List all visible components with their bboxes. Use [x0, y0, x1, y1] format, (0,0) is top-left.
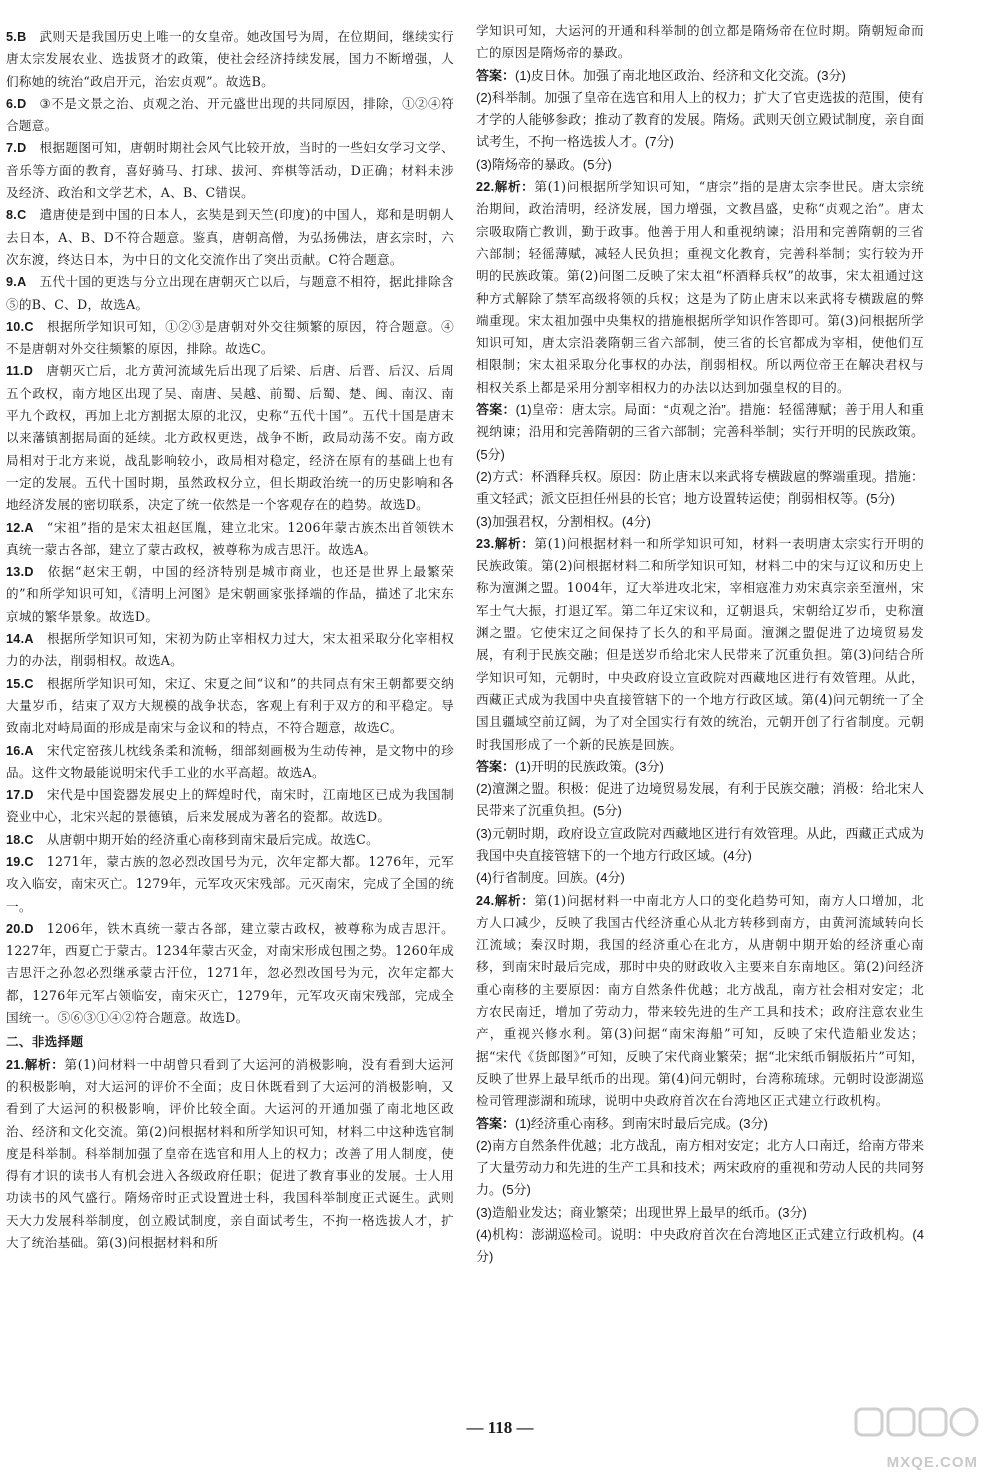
- choice-explanation: [6, 517, 454, 562]
- answer-line: (1)皇帝：唐太宗。局面：“贞观之治”。措施：轻徭薄赋；善于用人和重视纳谏；沿用和完善隋朝的三省六部制；完善科举制；实行开明的民族政策。(5分): [476, 402, 924, 462]
- analysis-text: 第(1)问根据所学知识可知，“唐宗”指的是唐太宗李世民。唐太宗统治期间，政治清明，经济发展，国力增强，文教昌盛，史称“贞观之治”。唐太宗吸取隋亡教训，勤于政事。他善于用人和重视纳谏；沿用和完善隋朝的三省六部制；轻徭薄赋，减轻人民负担；重视文化教育，完善科举制；实行较为开明的民族政策。第(2)问图二反映了宋太祖“杯酒释兵权”的故事，宋太祖通过这种方式解除了禁军高级将领的兵权；这是为了防止唐末以来武将专横跋扈的弊端重现。宋太祖加强中央集权的措施根据所学知识作答即可。第(3)问根据所学知识可知，唐太宗沿袭隋朝三省六部制，使三省的长官都成为宰相，使他们互相限制；宋太祖采取分化事权的办法，削弱相权。所以两位帝王在解决君权与相权关系上都是采用分割宰相权力的办法以达到加强皇权的目的。: [476, 179, 924, 395]
- analysis-label: 解析：: [494, 536, 535, 551]
- analysis-text: 第(1)问据材料一中南北方人口的变化趋势可知，南方人口增加，北方人口减少，反映了我国古代经济重心从北方转移到南方，由黄河流域转向长江流域；秦汉时期，我国的经济重心在北方，从唐朝中期开始的经济重心南移，到南宋时最后完成，那时中央的财政收入主要来自东南地区。第(2)问经济重心南移的主要原因：南方自然条件优越；北方战乱，南方社会相对安定；北方农民南迁，增加了劳动力，带来较先进的生产工具和技术；政府注意农业生产，重视兴修水利。第(3)问据“南宋海船”可知，反映了宋代造船业发达；据“宋代《货郎图》”可知，反映了宋代商业繁荣；据“北宋纸币铜版拓片”可知，反映了世界上最早纸币的出现。第(4)问元朝时，台湾称琉球。元朝时设澎湖巡检司管理澎湖和琉球，说明中央政府首次在台湾地区正式建立行政机构。: [476, 892, 924, 1109]
- explanation-text: 五代十国的更迭与分立出现在唐朝灭亡以后，与题意不相符，据此排除含⑤的B、C、D，故选A。: [6, 274, 454, 312]
- answer-line: (3)造船业发达；商业繁荣；出现世界上最早的纸币。(3分): [476, 1204, 807, 1220]
- choice-explanation: [6, 851, 454, 918]
- answer-line: (1)开明的民族政策。(3分): [515, 758, 664, 774]
- explanation-text: 根据所学知识可知，宋辽、宋夏之间“议和”的共同点有宋王朝都要交纳大量岁币，结束了双方大规模的战争状态，客观上有利于双方的和平稳定。导致南北对峙局面的形成是南宋与金议和的特点，不符合题意，故选C。: [6, 675, 454, 736]
- answer-label: 答案：: [476, 758, 516, 774]
- choice-explanation: [6, 271, 454, 316]
- answer-label: 答案：: [476, 67, 516, 83]
- analysis-text: 第(1)问根据材料一和所学知识可知，材料一表明唐太宗实行开明的民族政策。第(2)问根据材料二和所学知识可知，材料二中的宋与辽议和历史上称为澶渊之盟。1004年，辽大举进攻北宋，宰相寇准力劝宋真宗亲至澶州，宋军士气大振，打退辽军。第二年辽宋议和，辽朝退兵，宋朝给辽岁币，史称澶渊之盟。它使宋辽之间保持了长久的和平局面。澶渊之盟促进了边境贸易发展，有利于民族交融；但是送岁币给北宋人民带来了沉重负担。第(3)问结合所学知识可知，元朝时，中央政府设立宣政院对西藏地区进行有效管理。从此，西藏正式成为我国中央直接管辖下的一个地方行政区域。第(4)问元朝统一了全国且疆域空前辽阔，为了对全国实行有效的统治，元朝开创了行省制度。元朝时我国形成了一个新的民族是回族。: [476, 535, 924, 752]
- answer-line: (2)南方自然条件优越；北方战乱，南方相对安定；北方人口南迁，给南方带来了大量劳动力和先进的生产工具和技术；两宋政府的重视和劳动人民的共同努力。(5分): [476, 1137, 924, 1198]
- explanation-text: 根据所学知识可知，①②③是唐朝对外交往频繁的原因，符合题意。④不是唐朝对外交往频繁的原因，排除。故选C。: [6, 318, 454, 357]
- answer-line: (2)澶渊之盟。积极：促进了边境贸易发展，有利于民族交融；消极：给北宋人民带来了沉重负担。(5分): [476, 781, 924, 819]
- question-21-answer: [476, 65, 924, 176]
- question-number: 24.: [476, 893, 495, 908]
- answer-label: 答案：: [476, 1115, 516, 1131]
- watermark-text: MXQE.COM: [886, 1454, 978, 1471]
- explanation-text: ③不是文景之治、贞观之治、开元盛世出现的共同原因，排除，①②④符合题意。: [6, 95, 454, 134]
- analysis-text-cont: 学知识可知，大运河的开通和科举制的创立都是隋炀帝在位时期。隋朝短命而亡的原因是隋炀帝的暴政。: [476, 23, 924, 61]
- question-number: 20.D: [6, 921, 34, 936]
- question-24: [476, 890, 924, 1113]
- question-24-answer: [476, 1113, 924, 1269]
- question-number: 14.A: [6, 632, 34, 647]
- choice-explanations: [6, 26, 454, 1029]
- answer-line: (1)经济重心南移。到南宋时最后完成。(3分): [515, 1115, 768, 1131]
- question-number: 8.C: [6, 208, 27, 223]
- explanation-text: 宋代是中国瓷器发展史上的辉煌时代，南宋时，江南地区已成为我国制瓷业中心，北宋兴起的景德镇，后来发展成为著名的瓷都。故选D。: [6, 787, 454, 825]
- choice-explanation: [6, 93, 454, 138]
- question-number: 21.: [6, 1057, 25, 1072]
- explanation-text: 从唐朝中期开始的经济重心南移到南宋最后完成。故选C。: [46, 831, 379, 847]
- explanation-text: 武则天是我国历史上唯一的女皇帝。她改国号为周，在位期间，继续实行唐太宗发展农业、选拔贤才的政策，使社会经济持续发展，国力不断增强，人们称她的统治“政启开元，治宏贞观”。故选B。: [6, 29, 454, 89]
- question-number: 22.: [476, 180, 495, 195]
- question-21-part1: [6, 1054, 454, 1255]
- question-22: [476, 176, 924, 399]
- explanation-text: 根据题图可知，唐朝时期社会风气比较开放，当时的一些妇女学习文学、音乐等方面的教育，喜好骑马、打球、拔河、弈棋等活动，D正确；材料未涉及经济、政治和文学艺术，A、B、C错误。: [6, 140, 454, 201]
- question-23-answer: [476, 756, 924, 890]
- question-number: 9.A: [6, 275, 27, 290]
- analysis-label: 解析：: [494, 893, 535, 908]
- explanation-text: 宋代定窑孩儿枕线条柔和流畅，细部刻画极为生动传神，是文物中的珍品。这件文物最能说明宋代手工业的水平高超。故选A。: [6, 742, 454, 780]
- question-number: 7.D: [6, 141, 27, 156]
- explanation-text: 遣唐使是到中国的日本人，玄奘是到天竺(印度)的中国人，郑和是明朝人去日本，A、B、D不符合题意。鉴真，唐朝高僧，为弘扬佛法，唐玄宗时，六次东渡，终达日本，为中日的文化交流作出了突出贡献。C符合题意。: [6, 207, 454, 267]
- question-22-answer: [476, 399, 924, 533]
- left-column: [6, 26, 454, 1254]
- question-number: 11.D: [6, 364, 34, 379]
- choice-explanation: [6, 26, 454, 93]
- question-number: 17.D: [6, 788, 34, 803]
- explanation-text: 1206年，铁木真统一蒙古各部，建立蒙古政权，被尊称为成吉思汗。1227年，西夏亡于蒙古。1234年蒙古灭金，对南宋形成包围之势。1260年成吉思汗之孙忽必烈继承蒙古汗位，1271年，忽必烈改国号为元，次年定都大都，1276年元军占领临安，南宋灭亡，1279年，元军攻灭南宋残部，完成全国统一。⑤⑥③①④②符合题意。故选D。: [6, 920, 454, 1026]
- analysis-text: 第(1)问材料一中胡曾只看到了大运河的消极影响，没有看到大运河的积极影响，对大运河的评价不全面；皮日休既看到了大运河的消极影响，又看到了大运河的积极影响，评价比较全面。大运河的开通加强了南北地区政治、经济和文化交流。第(2)问根据材料和所学知识可知，材料二中这种选官制度是科举制。科举制加强了皇帝在选官和用人上的权力；改善了用人制度，使得有才识的读书人有机会进入各级政府任职；促进了教育事业的发展。士人用功读书的风气盛行。隋炀帝时正式设置进士科，我国科举制度正式诞生。武则天大力发展科举制度，创立殿试制度，亲自面试考生，不拘一格选拔人才，扩大了统治基础。第(3)问根据材料和所: [6, 1056, 454, 1251]
- choice-explanation: [6, 918, 454, 1029]
- explanation-text: 依据“赵宋王朝，中国的经济特别是城市商业，也还是世界上最繁荣的”和所学知识可知，《清明上河图》是宋朝画家张择端的作品，描述了北宋东京城的繁华景象。故选D。: [6, 564, 454, 624]
- answer-line: (3)隋炀帝的暴政。(5分): [476, 156, 612, 172]
- right-column: [476, 20, 924, 1269]
- choice-explanation: [6, 204, 454, 271]
- question-number: 16.A: [6, 743, 34, 758]
- answer-line: (1)皮日休。加强了南北地区政治、经济和文化交流。(3分): [515, 67, 846, 83]
- choice-explanation: [6, 137, 454, 204]
- question-number: 6.D: [6, 96, 27, 111]
- section-title: 二、非选择题: [6, 1035, 84, 1050]
- choice-explanation: [6, 316, 454, 361]
- answer-line: (4)机构：澎湖巡检司。说明：中央政府首次在台湾地区正式建立行政机构。(4分): [476, 1227, 924, 1265]
- answer-line: (3)加强君权，分割相权。(4分): [476, 513, 651, 529]
- question-number: 18.C: [6, 832, 34, 847]
- explanation-text: 唐朝灭亡后，北方黄河流域先后出现了后梁、后唐、后晋、后汉、后周五个政权，南方地区出现了吴、南唐、吴越、前蜀、后蜀、楚、闽、南汉、南平九个政权，再加上北方割据太原的北汉，史称“五代十国”。五代十国是唐末以来藩镇割据局面的延续。北方政权更迭，战争不断，政局动荡不安。南方政局相对于北方来说，战乱影响较小，政局相对稳定，经济在原有的基础上也有一定的发展。五代十国时期，虽然政权分立，但长期政治统一的历史影响和各地经济发展的密切联系，决定了统一依然是一个客观存在的趋势。故选D。: [6, 363, 454, 513]
- question-23: [476, 533, 924, 756]
- page-number: — 118 —: [466, 1418, 534, 1437]
- choice-explanation: [6, 360, 454, 516]
- question-number: 15.C: [6, 676, 34, 691]
- choice-explanation: [6, 740, 454, 785]
- explanation-text: “宋祖”指的是宋太祖赵匡胤，建立北宋。1206年蒙古族杰出首领铁木真统一蒙古各部，建立了蒙古政权，被尊称为成吉思汗。故选A。: [6, 519, 454, 557]
- answer-line: (4)行省制度。回族。(4分): [476, 870, 625, 886]
- question-number: 12.A: [6, 520, 34, 535]
- question-number: 13.D: [6, 565, 34, 580]
- choice-explanation: [6, 784, 454, 829]
- explanation-text: 根据所学知识可知，宋初为防止宰相权力过大，宋太祖采取分化宰相权力的办法，削弱相权。故选A。: [6, 631, 454, 669]
- answer-line: (2)方式：杯酒释兵权。原因：防止唐末以来武将专横跋扈的弊端重现。措施：重文轻武；派文臣担任州县的长官；地方设置转运使；削弱相权等。(5分): [476, 468, 924, 507]
- question-21-part2: [476, 20, 924, 65]
- question-number: 5.B: [6, 30, 27, 44]
- question-number: 23.: [476, 536, 495, 551]
- answer-label: 答案：: [476, 402, 516, 418]
- choice-explanation: [6, 673, 454, 740]
- question-number: 19.C: [6, 854, 34, 869]
- explanation-text: 1271年，蒙古族的忽必烈改国号为元，次年定都大都。1276年，元军攻入临安，南宋灭亡。1279年，元军攻灭宋残部。元灭南宋，完成了全国的统一。: [6, 853, 454, 914]
- question-number: 10.C: [6, 319, 34, 334]
- analysis-label: 解析：: [494, 180, 535, 195]
- analysis-label: 解析：: [24, 1057, 65, 1072]
- choice-explanation: [6, 561, 454, 628]
- answer-line: (2)科举制。加强了皇帝在选官和用人上的权力；扩大了官吏选拔的范围，使有才学的人能够参政；推动了教育的发展。隋炀。武则天创立殿试制度，亲自面试考生，不拘一格选拔人才。(7分): [476, 89, 924, 150]
- answer-line: (3)元朝时期，政府设立宣政院对西藏地区进行有效管理。从此，西藏正式成为我国中央直接管辖下的一个地方行政区域。(4分): [476, 825, 924, 863]
- choice-explanation: [6, 829, 454, 851]
- choice-explanation: [6, 628, 454, 673]
